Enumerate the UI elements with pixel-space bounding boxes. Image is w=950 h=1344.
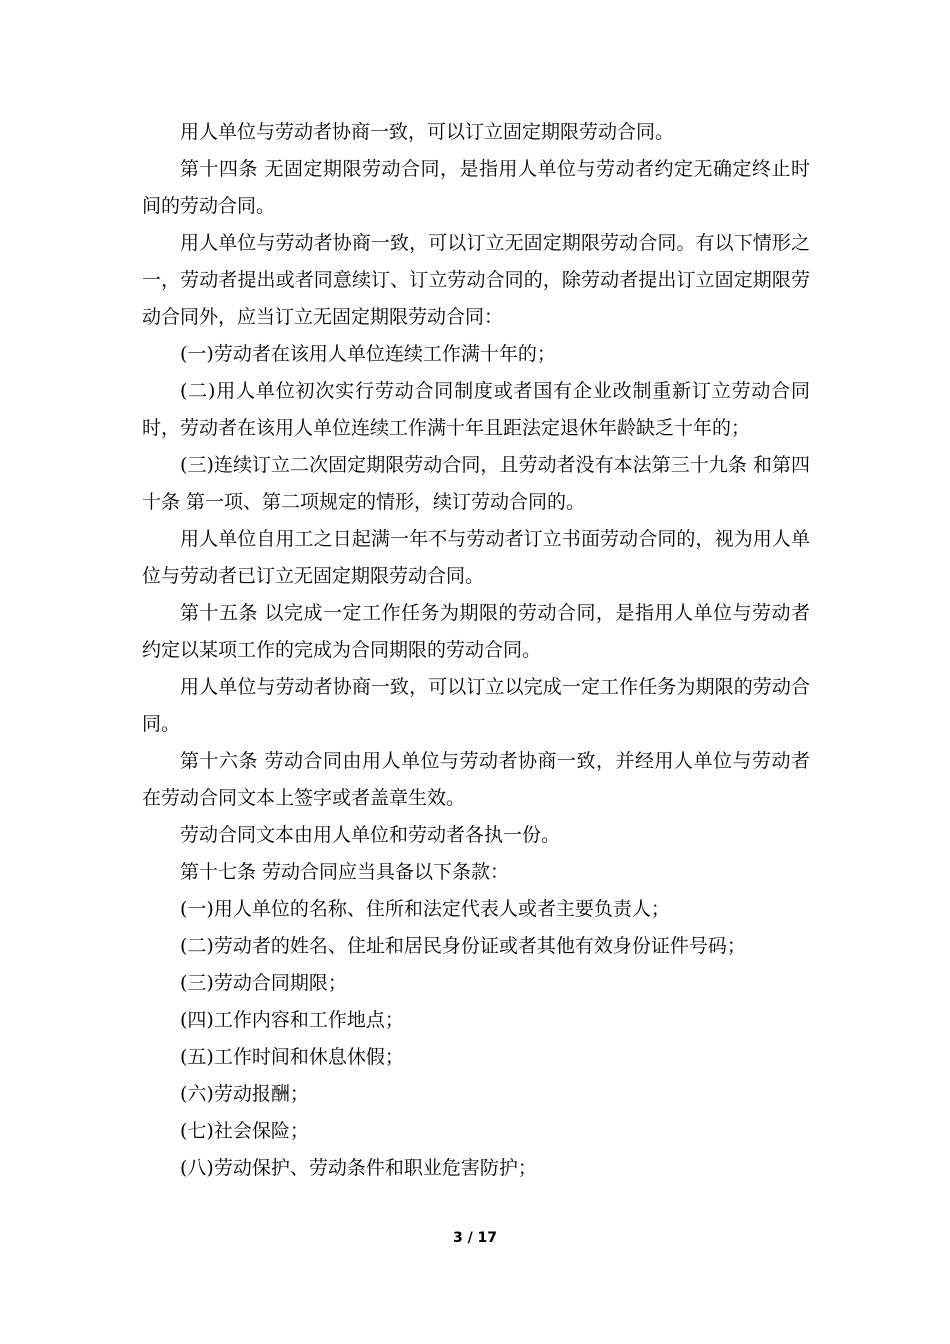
- list-item: (七)社会保险；: [180, 1120, 309, 1142]
- list-item: (五)工作时间和休息休假；: [180, 1046, 404, 1068]
- paragraph: 用人单位自用工之日起满一年不与劳动者订立书面劳动合同的，视为用人单位与劳动者已订立无固定期限劳动合同。: [142, 528, 810, 587]
- list-item: (一)劳动者在该用人单位连续工作满十年的；: [180, 343, 556, 365]
- list-item: (三)连续订立二次固定期限劳动合同，且劳动者没有本法第三十九条 和第四十条 第一项、第二项规定的情形，续订劳动合同的。: [142, 454, 810, 513]
- document-body: [142, 114, 810, 1187]
- list-item: (六)劳动报酬；: [180, 1083, 309, 1105]
- paragraph: 劳动合同文本由用人单位和劳动者各执一份。: [180, 824, 561, 846]
- list-item: (四)工作内容和工作地点；: [180, 1009, 404, 1031]
- page-number: 3 / 17: [452, 1230, 498, 1246]
- list-item: (八)劳动保护、劳动条件和职业危害防护；: [180, 1157, 537, 1179]
- paragraph: 用人单位与劳动者协商一致，可以订立无固定期限劳动合同。有以下情形之一，劳动者提出或者同意续订、订立劳动合同的，除劳动者提出订立固定期限劳动合同外，应当订立无固定期限劳动合同：: [142, 232, 810, 328]
- list-item: (一)用人单位的名称、住所和法定代表人或者主要负责人；: [180, 898, 670, 920]
- paragraph-article-15: 第十五条 以完成一定工作任务为期限的劳动合同，是指用人单位与劳动者约定以某项工作的完成为合同期限的劳动合同。: [142, 602, 810, 661]
- paragraph-article-17: 第十七条 劳动合同应当具备以下条款：: [180, 861, 510, 883]
- paragraph-article-16: 第十六条 劳动合同由用人单位与劳动者协商一致，并经用人单位与劳动者在劳动合同文本上签字或者盖章生效。: [142, 750, 810, 809]
- paragraph-article-14: 第十四条 无固定期限劳动合同，是指用人单位与劳动者约定无确定终止时间的劳动合同。: [142, 158, 810, 217]
- paragraph: 用人单位与劳动者协商一致，可以订立以完成一定工作任务为期限的劳动合同。: [142, 676, 810, 735]
- list-item: (二)用人单位初次实行劳动合同制度或者国有企业改制重新订立劳动合同时，劳动者在该用人单位连续工作满十年且距法定退休年龄缺乏十年的；: [142, 380, 810, 439]
- list-item: (二)劳动者的姓名、住址和居民身份证或者其他有效身份证件号码；: [180, 935, 746, 957]
- paragraph: 用人单位与劳动者协商一致，可以订立固定期限劳动合同。: [180, 121, 675, 143]
- list-item: (三)劳动合同期限；: [180, 972, 347, 994]
